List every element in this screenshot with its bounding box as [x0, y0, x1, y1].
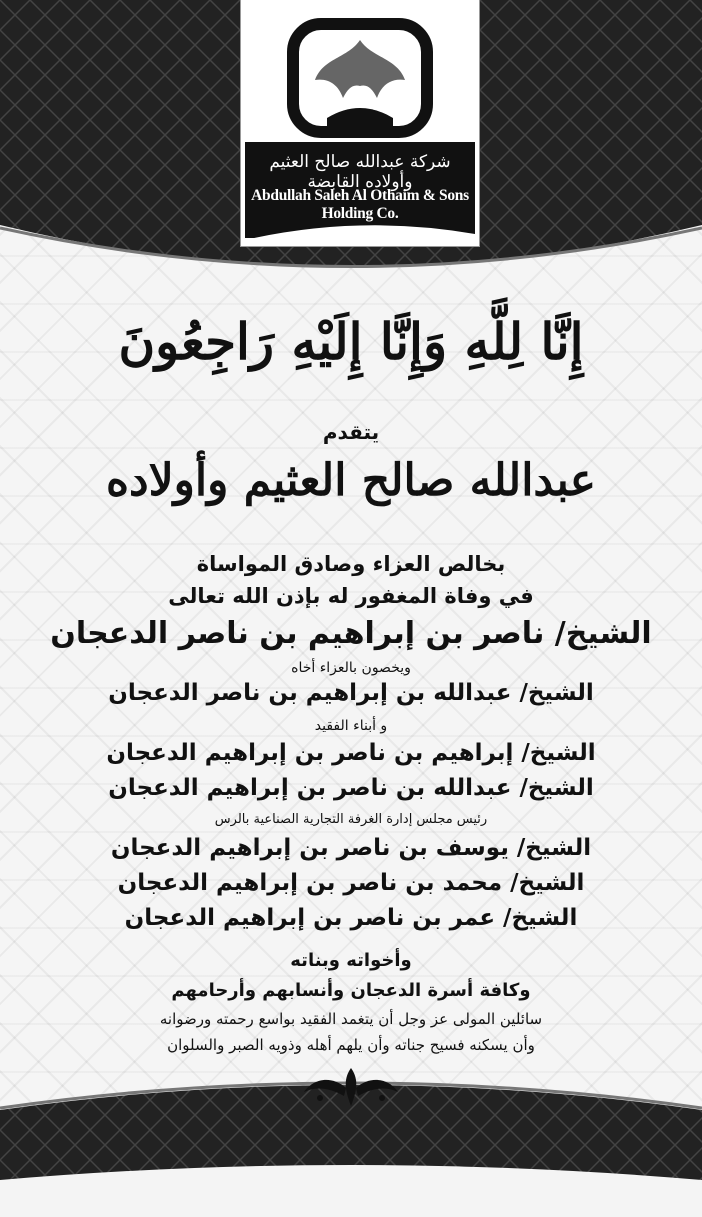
- logo-english-name: Abdullah Saleh Al Othaim & Sons Holding Co.: [251, 187, 469, 222]
- verse-calligraphy: إِنَّا لِلَّهِ وَإِنَّا إِلَيْهِ رَاجِعُونَ: [118, 312, 584, 371]
- son-name: الشيخ/ عمر بن ناصر بن إبراهيم الدعجان: [124, 905, 578, 931]
- chamber-title: رئيس مجلس إدارة الغرفة التجارية الصناعية بالرس: [214, 812, 488, 827]
- condolence-line: بخالص العزاء وصادق المواساة: [196, 552, 506, 576]
- son-name: الشيخ/ إبراهيم بن ناصر بن إبراهيم الدعجان: [106, 740, 596, 766]
- sender-calligraphy: عبدالله صالح العثيم وأولاده: [105, 455, 597, 506]
- logo-wave: [245, 214, 475, 238]
- sons-label: و أبناء الفقيد: [314, 718, 388, 734]
- ornament-icon: [300, 1066, 402, 1110]
- brother-label: ويخصون بالعزاء أخاه: [291, 660, 411, 676]
- prayer-line: وأن يسكنه فسيح جناته وأن يلهم أهله وذويه الصبر والسلوان: [167, 1036, 535, 1054]
- deceased-name: الشيخ/ ناصر بن إبراهيم بن ناصر الدعجان: [50, 616, 652, 651]
- logo-arabic-name: شركة عبدالله صالح العثيم وأولاده القابضة: [269, 152, 451, 192]
- logo-name-plate: [245, 142, 475, 238]
- presents-label: يتقدم: [322, 420, 380, 444]
- son-name: الشيخ/ عبدالله بن ناصر بن إبراهيم الدعجان: [108, 775, 594, 801]
- brother-name: الشيخ/ عبدالله بن إبراهيم بن ناصر الدعجان: [108, 680, 594, 706]
- sisters-line: وأخواته وبناته: [290, 950, 412, 971]
- death-line: في وفاة المغفور له بإذن الله تعالى: [168, 584, 534, 608]
- son-name: الشيخ/ محمد بن ناصر بن إبراهيم الدعجان: [117, 870, 585, 896]
- company-logo: [240, 0, 480, 247]
- family-line: وكافة أسرة الدعجان وأنسابهم وأرحامهم: [171, 980, 531, 1001]
- logo-emblem-icon: [287, 18, 433, 138]
- prayer-line: سائلين المولى عز وجل أن يتغمد الفقيد بواسع رحمته ورضوانه: [159, 1010, 543, 1028]
- son-name: الشيخ/ يوسف بن ناصر بن إبراهيم الدعجان: [110, 835, 592, 861]
